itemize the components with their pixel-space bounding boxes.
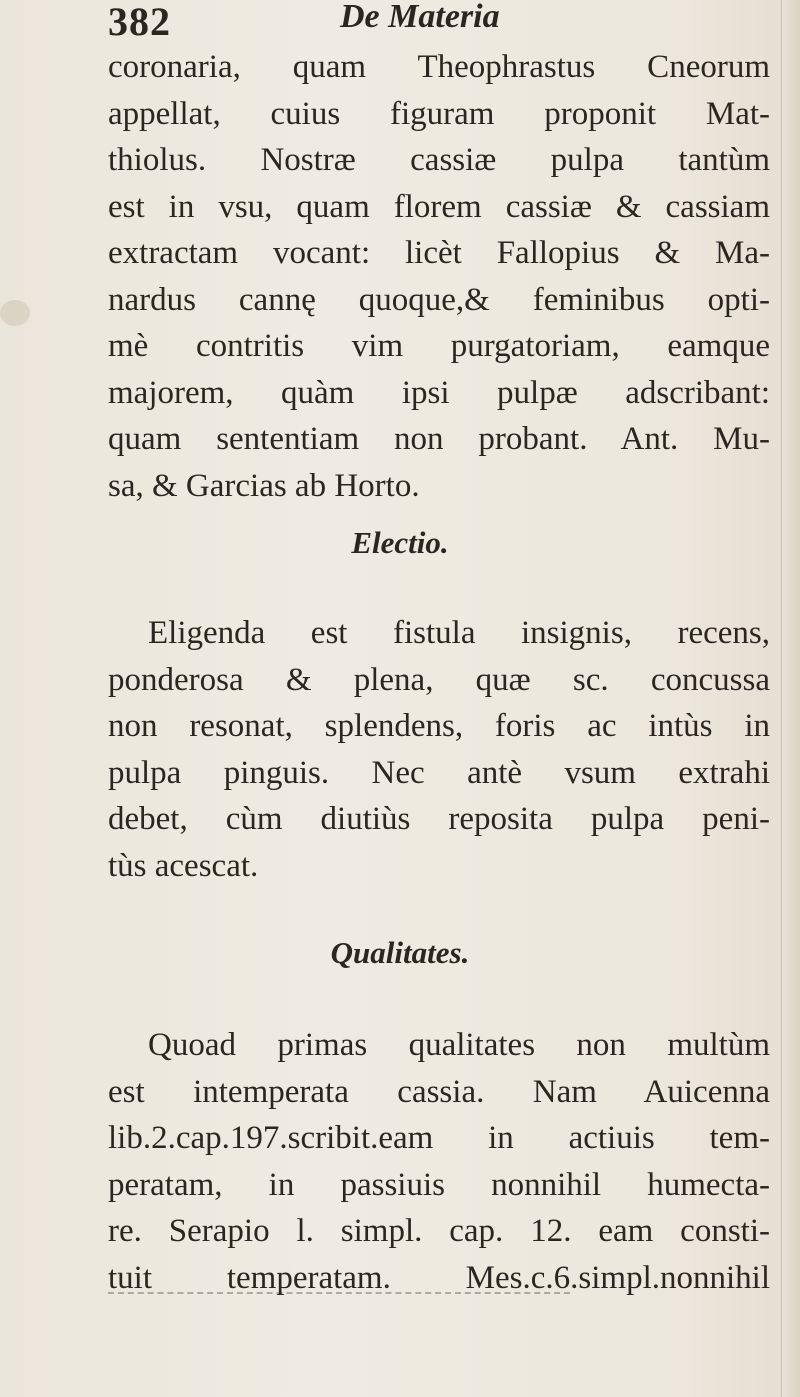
- text-line: tùs acescat.: [108, 847, 259, 884]
- text-line: thiolus. Nostræ cassiæ pulpa tantùm: [108, 142, 770, 178]
- text-line: est intemperata cassia. Nam Auicenna: [108, 1073, 770, 1110]
- text-line: majorem, quàm ipsi pulpæ adscribant:: [108, 374, 770, 411]
- text-line: Eligenda est fistula insignis, recens,: [148, 615, 770, 651]
- paper-stain: [0, 300, 30, 326]
- text-line: quam sententiam non probant. Ant. Mu-: [108, 421, 770, 457]
- running-head: De Materia: [340, 0, 500, 35]
- text-line: Quoad primas qualitates non multùm: [148, 1027, 770, 1063]
- section-heading-electio: Electio.: [351, 525, 449, 560]
- text-line: pulpa pinguis. Nec antè vsum extrahi: [108, 754, 770, 791]
- section-heading-qualitates: Qualitates.: [330, 935, 470, 970]
- text-line: coronaria, quam Theophrastus Cneorum: [108, 49, 770, 85]
- text-line: peratam, in passiuis nonnihil humecta-: [108, 1166, 770, 1203]
- text-line: nardus cannę quoque,& feminibus opti-: [108, 281, 770, 318]
- paragraph-2: [108, 610, 770, 889]
- text-line: appellat, cuius figuram proponit Mat-: [108, 95, 770, 132]
- text-line: lib.2.cap.197.scribit.eam in actiuis tem-: [108, 1120, 770, 1156]
- text-line: debet, cùm diutiùs reposita pulpa peni-: [108, 801, 770, 837]
- text-line: extractam vocant: licèt Fallopius & Ma-: [108, 235, 770, 271]
- text-line: non resonat, splendens, foris ac intùs in: [108, 708, 770, 744]
- catchword-line: [108, 1292, 570, 1296]
- paragraph-1: [108, 44, 770, 509]
- text-line: tuit temperatam. Mes.c.6.simpl.nonnihil: [108, 1259, 770, 1296]
- paragraph-3: [108, 1022, 770, 1301]
- text-line: mè contritis vim purgatoriam, eamque: [108, 328, 770, 364]
- page-header: [108, 0, 768, 48]
- text-line: re. Serapio l. simpl. cap. 12. eam consti-: [108, 1213, 770, 1249]
- text-line: sa, & Garcias ab Horto.: [108, 467, 420, 504]
- page-number: 382: [108, 0, 171, 44]
- text-line: ponderosa & plena, quæ sc. concussa: [108, 661, 770, 698]
- text-line: est in vsu, quam florem cassiæ & cassiam: [108, 188, 770, 225]
- page-edge: [781, 0, 800, 1397]
